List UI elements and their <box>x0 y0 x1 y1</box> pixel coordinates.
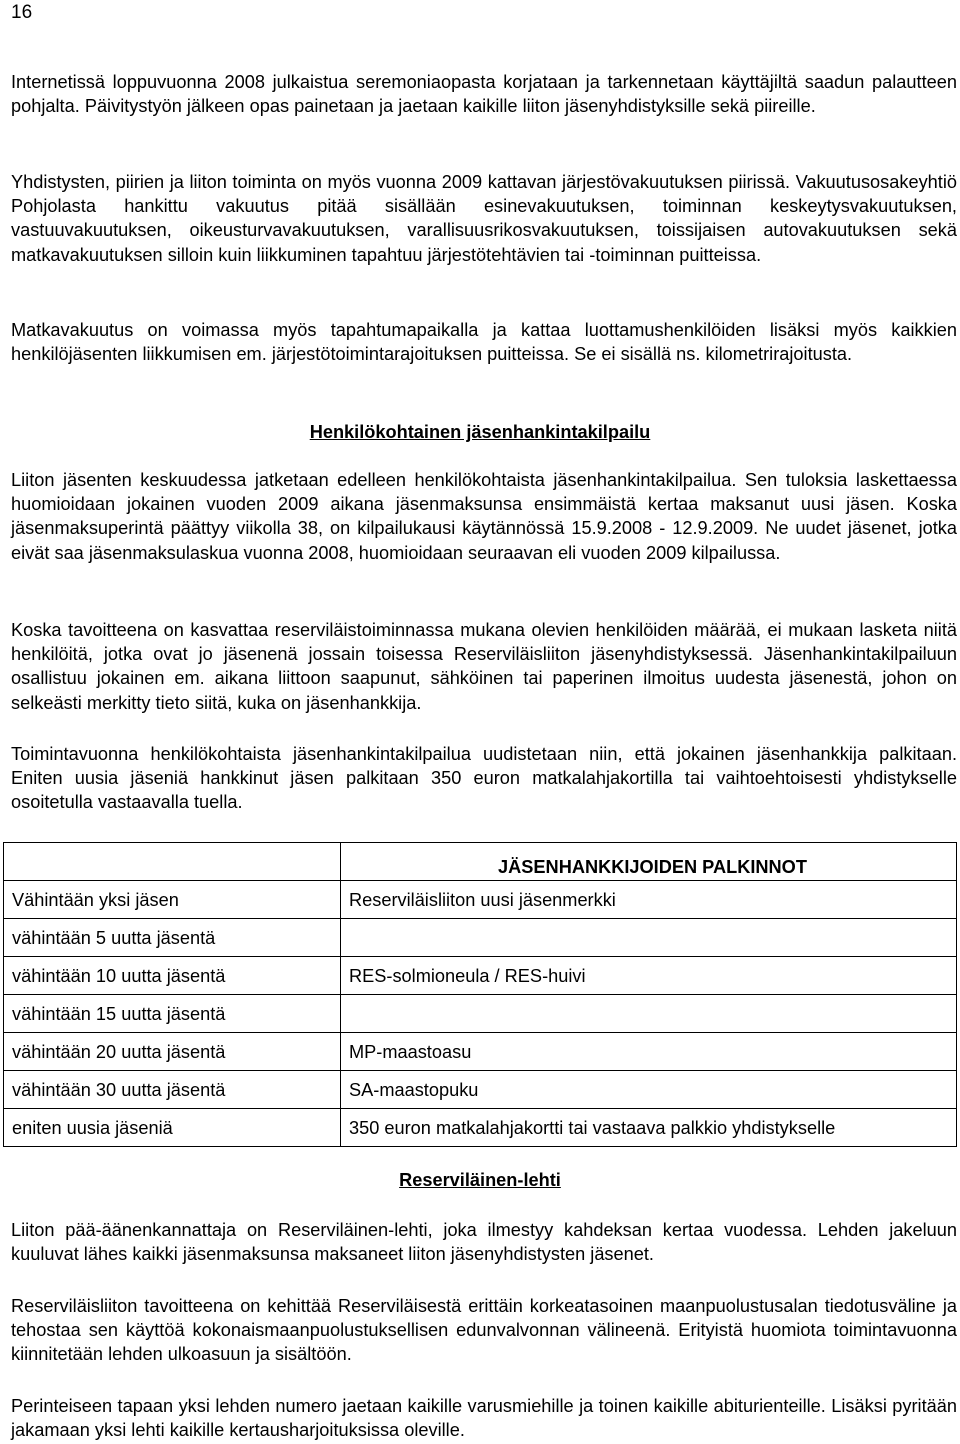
criterion-cell: Vähintään yksi jäsen <box>4 881 341 919</box>
paragraph-palkitseminen: Toimintavuonna henkilökohtaista jäsenhankintakilpailua uudistetaan niin, että jokainen jäsenhankkija palkitaan. Eniten uusia jäseniä hankkinut jäsen palkitaan 350 euron matkalahjakortilla tai vaihtoehtoisesti yhdistykselle osoitetulla vastaavalla tuella. <box>11 744 957 813</box>
paragraph-seremoniaopas: Internetissä loppuvuonna 2008 julkaistua seremoniaopasta korjataan ja tarkennetaan käyttäjiltä saadun palautteen pohjalta. Päivitystyön jälkeen opas painetaan ja jaetaan kaikille liiton jäsenyhdistyksille sekä piireille. <box>11 72 957 117</box>
prize-table-title-row <box>4 843 957 881</box>
paragraph-jarjestovakuutus: Yhdistysten, piirien ja liiton toiminta on myös vuonna 2009 kattavan järjestövakuutuksen piirissä. Vakuutusosakeyhtiö Pohjolasta hankittu vakuutus pitää sisällään esinevakuutuksen, toiminnan keskeytysvakuutuksen, vastuuvakuutuksen, oikeusturvavakuutuksen, varallisuusrikosvakuutuksen, toissijaisen autovakuutuksen sekä matkavakuutuksen silloin kuin liikkuminen tapahtuu järjestötehtävien tai -toiminnan puitteissa. <box>11 172 957 265</box>
section-heading-jasenhankinta: Henkilökohtainen jäsenhankintakilpailu <box>309 422 651 442</box>
criterion-cell: eniten uusia jäseniä <box>4 1109 341 1147</box>
criterion-cell: vähintään 10 uutta jäsentä <box>4 957 341 995</box>
prize-cell <box>341 995 957 1033</box>
paragraph-tavoite: Koska tavoitteena on kasvattaa reserviläistoiminnassa mukana olevien henkilöiden määrää, ei mukaan lasketa niitä henkilöitä, jotka ovat jo jäsenenä jossain toisessa Reserviläisliiton jäsenyhdistyksessä. Jäsenhankintakilpailuun osallistuu jokainen em. aikana liittoon saapunut, sähköinen tai paperinen ilmoitus uudesta jäsenestä, johon on selkeästi merkitty tieto siitä, kuka on jäsenhankkija. <box>11 620 957 713</box>
paragraph-matkavakuutus: Matkavakuutus on voimassa myös tapahtumapaikalla ja kattaa luottamushenkilöiden lisäksi myös kaikkien henkilöjäsenten liikkumisen em. järjestötoimintarajoituksen puitteissa. Se ei sisällä ns. kilometrirajoitusta. <box>11 320 957 365</box>
prize-table <box>3 842 957 1147</box>
prize-cell <box>341 919 957 957</box>
paragraph-lehti: Liiton pää-äänenkannattaja on Reserviläinen-lehti, joka ilmestyy kahdeksan kertaa vuodessa. Lehden jakeluun kuuluvat lähes kaikki jäsenmaksunsa maksaneet liiton jäsenyhdistysten jäsenet. <box>11 1220 957 1265</box>
criterion-cell: vähintään 15 uutta jäsentä <box>4 995 341 1033</box>
paragraph-lehti-tavoite: Reserviläisliiton tavoitteena on kehittää Reserviläisestä erittäin korkeatasoinen maanpuolustusalan tiedotusväline ja tehostaa sen käyttöä kokonaismaanpuolustuksellisen edunvalvonnan välineenä. Erityistä huomiota toimintavuonna kiinnitetään lehden ulkoasuun ja sisältöön. <box>11 1296 957 1365</box>
table-row <box>4 995 957 1033</box>
table-row <box>4 957 957 995</box>
prize-cell: MP-maastoasu <box>341 1033 957 1071</box>
paragraph-jakelu: Perinteiseen tapaan yksi lehden numero jaetaan kaikille varusmiehille ja toinen kaikille abiturienteille. Lisäksi pyritään jakamaan yksi lehti kaikille kertausharjoituksissa oleville. <box>11 1396 957 1441</box>
table-row <box>4 881 957 919</box>
prize-cell: Reserviläisliiton uusi jäsenmerkki <box>341 881 957 919</box>
table-row <box>4 1033 957 1071</box>
prize-cell: 350 euron matkalahjakortti tai vastaava palkkio yhdistykselle <box>341 1109 957 1147</box>
section-heading-reservilainen: Reserviläinen-lehti <box>399 1170 561 1190</box>
prize-cell: SA-maastopuku <box>341 1071 957 1109</box>
table-row <box>4 919 957 957</box>
prize-table-title: JÄSENHANKKIJOIDEN PALKINNOT <box>341 843 957 881</box>
criterion-cell: vähintään 5 uutta jäsentä <box>4 919 341 957</box>
page-number: 16 <box>11 2 33 23</box>
criterion-cell: vähintään 30 uutta jäsentä <box>4 1071 341 1109</box>
table-row <box>4 1071 957 1109</box>
prize-cell: RES-solmioneula / RES-huivi <box>341 957 957 995</box>
paragraph-kilpailu: Liiton jäsenten keskuudessa jatketaan edelleen henkilökohtaista jäsenhankintakilpailua. Sen tuloksia laskettaessa huomioidaan jokainen vuoden 2009 aikana jäsenmaksunsa ensimmäistä kertaa maksanut uusi jäsen. Koska jäsenmaksuperintä päättyy viikolla 38, on kilpailukausi käytännössä 15.9.2008 - 12.9.2009. Ne uudet jäsenet, jotka eivät saa jäsenmaksulaskua vuonna 2008, huomioidaan seuraavan eli vuoden 2009 kilpailussa. <box>11 470 957 563</box>
table-row <box>4 1109 957 1147</box>
criterion-cell: vähintään 20 uutta jäsentä <box>4 1033 341 1071</box>
